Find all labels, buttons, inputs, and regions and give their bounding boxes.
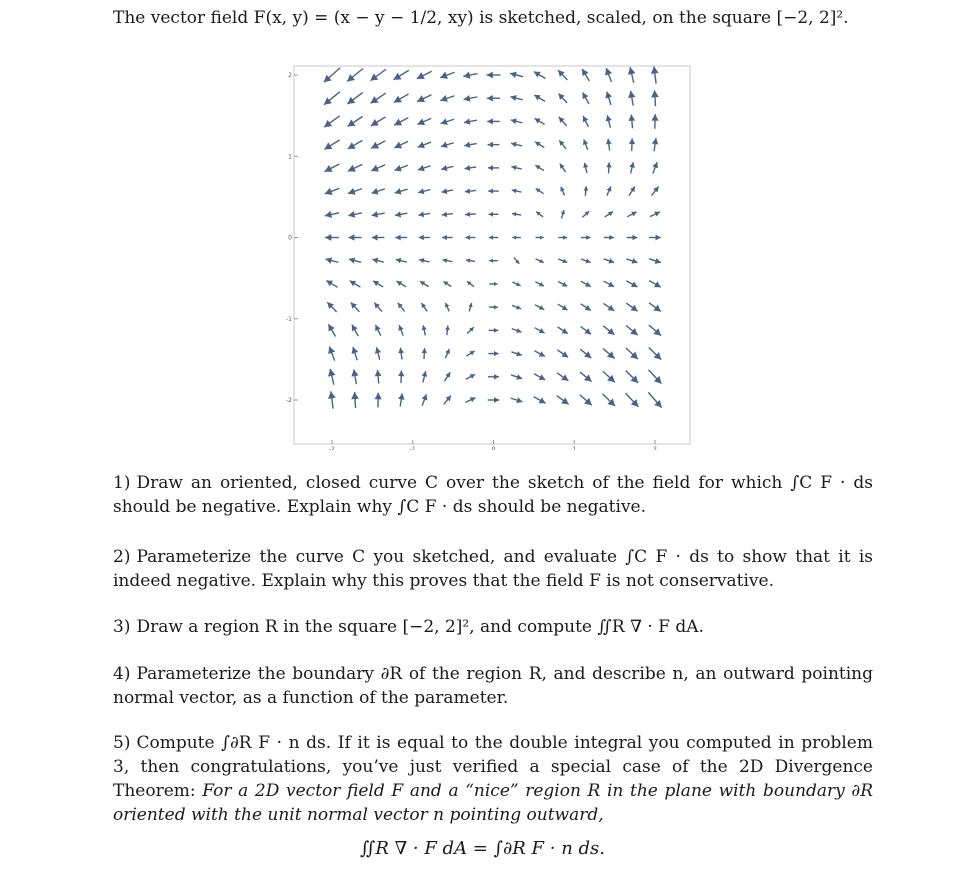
field-arrow [488, 374, 499, 379]
problem-2-number: 2) [113, 547, 131, 567]
field-arrow [628, 67, 636, 83]
field-arrow [418, 211, 430, 217]
problem-2 [113, 545, 873, 593]
field-arrow [351, 302, 360, 311]
intro-text: The vector field F(x, y) = (x − y − 1/2, xy) is sketched, scaled, on the square [−2, 2]². [113, 8, 849, 28]
field-arrow [511, 142, 522, 147]
problem-2-text: Parameterize the curve C you sketched, and evaluate ∫C F · ds to show that it is indeed negative. Explain why this proves that the field F is not conservative. [113, 547, 873, 591]
field-arrow [441, 165, 453, 171]
field-arrow [629, 187, 635, 196]
field-arrow [534, 351, 545, 357]
field-arrow [441, 142, 454, 148]
field-arrow [580, 372, 592, 382]
field-arrow [604, 281, 615, 287]
field-arrow [625, 393, 638, 407]
field-arrow [558, 70, 567, 80]
field-arrow [396, 258, 407, 263]
field-arrow [349, 258, 361, 264]
field-arrow [394, 70, 409, 80]
field-arrow [326, 257, 339, 263]
field-arrow [371, 188, 384, 195]
field-arrow [348, 140, 363, 149]
field-arrow [606, 115, 612, 128]
field-arrow [583, 92, 589, 104]
field-arrow [417, 118, 431, 125]
field-arrow [607, 186, 612, 195]
field-arrow [559, 140, 566, 149]
field-arrow [328, 347, 335, 361]
field-arrow [422, 394, 428, 406]
field-arrow [419, 258, 429, 263]
field-arrow [536, 259, 544, 263]
field-arrow [487, 95, 500, 102]
field-arrow [652, 162, 658, 174]
field-arrow [398, 348, 404, 360]
field-arrow [395, 235, 407, 241]
field-arrow [348, 188, 362, 195]
field-arrow [348, 164, 362, 171]
field-arrow [535, 305, 544, 310]
field-arrow [648, 392, 661, 407]
field-arrow [536, 212, 543, 217]
field-arrow [605, 92, 612, 105]
field-arrow [464, 95, 478, 102]
field-arrow [581, 235, 591, 240]
field-arrow [489, 305, 498, 309]
field-arrow [370, 69, 386, 80]
field-arrow [348, 116, 363, 126]
field-arrow [464, 118, 477, 124]
field-arrow [372, 258, 384, 264]
field-arrow [422, 325, 427, 335]
field-arrow [347, 92, 362, 104]
field-arrow [347, 69, 363, 82]
field-arrow [511, 165, 521, 170]
field-arrow [372, 211, 385, 217]
field-arrow [558, 94, 567, 103]
field-arrow [397, 281, 406, 287]
field-arrow [558, 327, 568, 334]
x-tick-label: 2 [653, 446, 657, 450]
field-arrow [487, 118, 500, 124]
field-arrow [351, 392, 359, 408]
field-arrow [489, 328, 499, 333]
field-arrow [512, 212, 521, 217]
field-arrow [583, 139, 588, 150]
field-arrow [465, 212, 476, 217]
problem-5 [113, 731, 873, 827]
field-arrow [488, 142, 500, 148]
field-arrow [512, 282, 520, 286]
field-arrow [444, 372, 450, 381]
problem-4-text: Parameterize the boundary ∂R of the region R, and describe n, an outward pointing normal vector, as a function of the parameter. [113, 664, 873, 708]
field-arrow [325, 164, 340, 172]
field-arrow [650, 212, 660, 217]
field-arrow [649, 258, 661, 264]
field-arrow [603, 303, 614, 310]
field-arrow [324, 68, 340, 83]
field-arrow [417, 71, 432, 79]
field-arrow [420, 281, 429, 286]
field-arrow [603, 326, 614, 335]
field-arrow [395, 165, 408, 172]
field-arrow [444, 396, 451, 405]
x-tick-label: -1 [409, 446, 416, 450]
problem-4 [113, 662, 873, 710]
field-arrow [629, 138, 635, 151]
field-arrow [649, 347, 662, 359]
field-arrow [510, 72, 523, 78]
field-arrow [514, 258, 519, 264]
field-arrow [605, 68, 612, 82]
problem-5-number: 5) [113, 733, 131, 753]
field-arrow [604, 258, 614, 263]
field-arrow [559, 117, 567, 126]
field-arrow [649, 303, 661, 312]
field-arrow [626, 235, 637, 240]
y-tick-label: -1 [286, 315, 292, 323]
field-arrow [371, 117, 386, 126]
field-arrow [325, 188, 340, 195]
field-arrow [606, 162, 611, 173]
field-arrow [582, 69, 589, 81]
field-arrow [489, 282, 497, 286]
field-arrow [327, 302, 336, 312]
field-arrow [324, 140, 339, 150]
field-arrow [440, 95, 454, 102]
field-arrow [371, 141, 385, 149]
problem-5-text: Compute ∫∂R F · n ds. If it is equal to the double integral you computed in problem 3, then congratulations, you’ve just verified a special case of the 2D Divergence Theorem: [113, 733, 873, 801]
field-arrow [417, 95, 431, 102]
field-arrow [489, 212, 499, 217]
field-arrow [628, 115, 635, 129]
field-arrow [535, 118, 545, 124]
field-arrow [465, 165, 477, 171]
field-arrow [398, 303, 405, 312]
field-arrow [398, 370, 404, 383]
field-arrow [488, 188, 499, 193]
field-arrow [442, 188, 454, 194]
field-arrow [443, 258, 453, 263]
field-arrow [324, 92, 340, 105]
field-arrow [325, 234, 339, 241]
field-arrow [348, 234, 361, 241]
problem-3-number: 3) [113, 617, 131, 637]
field-arrow [419, 235, 430, 241]
field-arrow [651, 114, 658, 129]
field-arrow [394, 118, 408, 126]
field-arrow [603, 349, 615, 359]
problem-4-number: 4) [113, 664, 131, 684]
field-arrow [466, 374, 475, 379]
field-arrow [557, 396, 569, 405]
field-arrow [395, 188, 408, 194]
field-arrow [371, 93, 386, 103]
field-arrow [371, 165, 385, 172]
field-arrow [534, 72, 545, 79]
field-arrow [580, 395, 592, 406]
field-arrow [580, 349, 591, 358]
field-arrow [487, 72, 501, 79]
field-arrow [375, 393, 382, 408]
field-arrow [350, 281, 361, 287]
field-arrow [651, 187, 658, 196]
field-arrow [375, 347, 381, 360]
field-arrow [649, 370, 662, 384]
field-arrow [421, 303, 427, 311]
field-arrow [422, 348, 427, 359]
field-arrow [467, 327, 474, 333]
field-arrow [560, 187, 564, 196]
field-arrow [394, 141, 408, 148]
field-arrow [328, 324, 335, 336]
field-arrow [395, 211, 407, 217]
field-arrow [558, 304, 568, 310]
field-arrow [418, 142, 431, 149]
field-arrow [629, 162, 635, 173]
field-arrow [583, 163, 588, 173]
field-arrow [375, 325, 381, 336]
field-arrow [375, 370, 382, 384]
y-tick-label: -2 [286, 397, 292, 404]
field-arrow [374, 303, 382, 312]
field-arrow [583, 186, 588, 196]
field-arrow [440, 72, 455, 79]
field-arrow [512, 305, 521, 309]
field-arrow [464, 142, 476, 148]
field-arrow [443, 281, 451, 286]
field-arrow [352, 347, 359, 360]
problem-1-text: Draw an oriented, closed curve C over the sketch of the field for which ∫C F · ds should be negative. Explain why ∫C F · ds should be negative. [113, 473, 873, 517]
field-arrow [581, 281, 591, 286]
field-arrow [467, 281, 474, 286]
field-arrow [445, 349, 450, 358]
problem-3 [113, 615, 873, 639]
field-arrow [351, 369, 358, 384]
field-arrow [651, 90, 659, 106]
y-tick-label: 0 [288, 234, 292, 242]
field-arrow [442, 212, 453, 218]
field-arrow [328, 391, 336, 408]
field-arrow [626, 371, 638, 383]
field-arrow [535, 142, 544, 148]
field-arrow [534, 374, 545, 380]
field-arrow [445, 303, 449, 312]
field-arrow [373, 281, 383, 287]
field-arrow [581, 258, 591, 263]
field-arrow [418, 165, 431, 171]
field-arrow [580, 326, 591, 334]
field-arrow [511, 118, 523, 124]
field-arrow [398, 393, 405, 406]
field-arrow [511, 351, 521, 356]
field-arrow [626, 303, 637, 311]
field-arrow [463, 72, 477, 79]
field-arrow [626, 281, 637, 287]
x-tick-label: 1 [572, 446, 577, 450]
field-arrow [512, 328, 522, 333]
y-tick-label: 1 [288, 153, 292, 161]
field-arrow [441, 118, 454, 125]
field-arrow [604, 235, 614, 240]
field-arrow [489, 235, 498, 240]
field-arrow [328, 369, 336, 385]
field-arrow [394, 94, 409, 103]
problem-1-number: 1) [113, 473, 131, 493]
field-arrow [603, 394, 616, 406]
field-arrow [372, 234, 385, 240]
field-arrow [536, 188, 544, 193]
field-arrow [558, 281, 567, 286]
field-arrow [488, 351, 498, 356]
field-arrow [535, 282, 544, 287]
divergence-theorem-statement: For a 2D vector field F and a “nice” region R in the plane with boundary ∂R oriented with the unit normal vector n pointing outward, [113, 781, 874, 825]
field-arrow [326, 281, 337, 288]
field-arrow [628, 91, 635, 106]
field-arrow [512, 189, 522, 194]
field-arrow [651, 66, 659, 83]
x-tick-label: -2 [329, 446, 335, 450]
problem-1 [113, 471, 873, 519]
field-arrow [466, 351, 474, 356]
field-arrow [582, 211, 589, 217]
field-arrow [511, 397, 523, 403]
field-arrow [352, 325, 358, 337]
field-arrow [398, 325, 403, 336]
divergence-theorem-formula: ∬R ∇ · F dA = ∫∂R F · n ds. [360, 838, 606, 859]
field-arrow [561, 210, 565, 218]
field-arrow [558, 259, 567, 263]
field-arrow [583, 116, 589, 127]
field-arrow [627, 212, 636, 217]
x-tick-label: 0 [491, 446, 496, 450]
problem-3-text: Draw a region R in the square [−2, 2]², and compute ∬R ∇ · F dA. [136, 617, 704, 637]
field-arrow [348, 211, 362, 218]
field-arrow [445, 326, 450, 336]
field-arrow [488, 165, 499, 171]
field-arrow [603, 371, 615, 382]
field-arrow [558, 235, 567, 239]
field-arrow [560, 164, 566, 172]
field-arrow [510, 95, 522, 101]
field-arrow [605, 212, 613, 217]
field-arrow [606, 139, 612, 151]
field-arrow [466, 258, 475, 263]
field-arrow [465, 397, 475, 402]
field-arrow [626, 258, 637, 264]
field-arrow [536, 235, 544, 239]
field-arrow [557, 373, 568, 381]
field-arrow [652, 138, 659, 151]
field-arrow [535, 328, 545, 333]
field-arrow [468, 303, 472, 311]
field-arrow [422, 371, 428, 382]
y-tick-label: 2 [288, 72, 292, 79]
field-arrow [557, 350, 568, 357]
field-arrow [325, 211, 339, 218]
field-arrow [488, 397, 500, 403]
field-arrow [512, 235, 521, 239]
field-arrow [535, 165, 544, 170]
field-arrow [581, 304, 591, 311]
field-arrow [626, 348, 638, 359]
field-arrow [465, 188, 476, 194]
vector-field-plot [280, 60, 700, 450]
field-arrow [489, 259, 498, 263]
field-arrow [649, 281, 661, 288]
field-arrow [626, 326, 638, 336]
field-arrow [324, 116, 340, 127]
field-arrow [465, 235, 475, 240]
field-arrow [649, 325, 661, 336]
field-arrow [649, 235, 661, 241]
field-arrow [534, 95, 545, 101]
field-arrow [418, 188, 430, 194]
field-arrow [534, 397, 546, 404]
field-arrow [511, 374, 522, 380]
field-arrow [442, 235, 453, 240]
